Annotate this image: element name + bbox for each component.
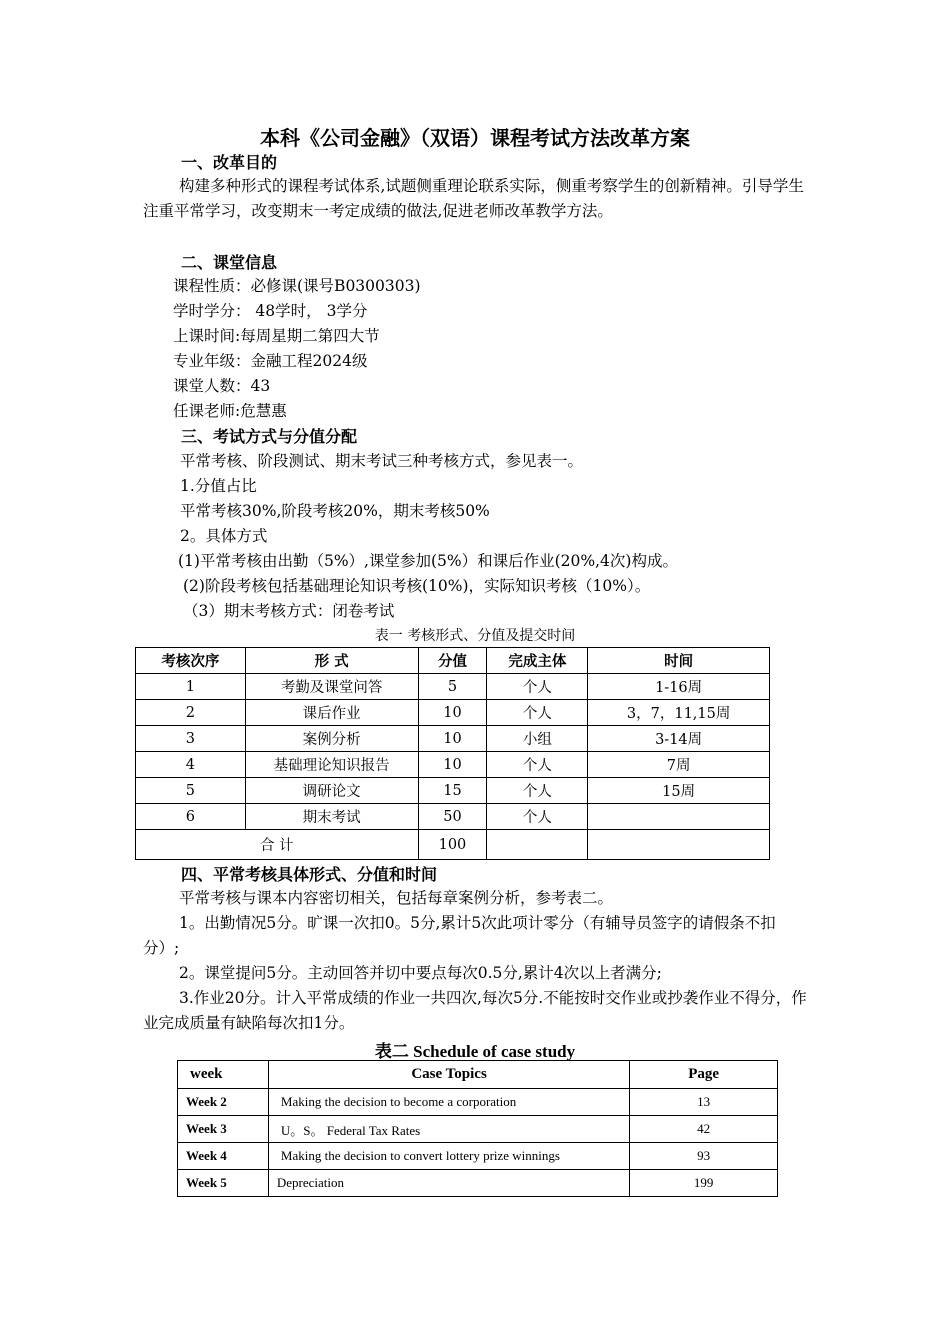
table-row (136, 674, 770, 700)
section-3-heading: 三、考试方式与分值分配 (181, 427, 358, 446)
table-row (178, 1089, 778, 1116)
table-row (136, 726, 770, 752)
table-cell: 个人 (487, 804, 588, 830)
table-cell: 15周 (588, 778, 770, 804)
table-cell: 6 (136, 804, 246, 830)
class-time: 上课时间:每周星期二第四大节 (173, 327, 380, 345)
column-header: 形 式 (245, 648, 418, 674)
section-2-heading: 二、课堂信息 (181, 253, 278, 272)
table-cell: 个人 (487, 674, 588, 700)
table-cell: 42 (630, 1116, 778, 1143)
table-cell: Making the decision to become a corporation (268, 1089, 629, 1116)
table-cell: 13 (630, 1089, 778, 1116)
table-cell: 调研论文 (245, 778, 418, 804)
table-cell: 个人 (487, 778, 588, 804)
section-1-text: 构建多种形式的课程考试体系,试题侧重理论联系实际，侧重考察学生的创新精神。引导学生注重平常学习，改变期末一考定成绩的做法,促进老师改革教学方法。 (143, 177, 804, 220)
table-cell: 5 (136, 778, 246, 804)
column-header: 时间 (588, 648, 770, 674)
table-header-row (178, 1061, 778, 1089)
table-row (178, 1143, 778, 1170)
section-3-line: 平常考核、阶段测试、期末考试三种考核方式，参见表一。 (180, 452, 584, 470)
table-cell: 7周 (588, 752, 770, 778)
major-grade: 专业年级：金融工程2024级 (173, 352, 368, 370)
table-1-caption: 表一 考核形式、分值及提交时间 (374, 628, 576, 644)
section-1-heading: 一、改革目的 (181, 153, 278, 172)
table-total-row (136, 830, 770, 860)
table-cell: Making the decision to convert lottery prize winnings (268, 1143, 629, 1170)
column-header: Case Topics (268, 1061, 629, 1089)
table-2-caption: 表二 Schedule of case study (374, 1042, 576, 1061)
table-cell: 10 (418, 752, 487, 778)
table-cell: 4 (136, 752, 246, 778)
section-3-line: （3）期末考核方式：闭卷考试 (183, 602, 395, 620)
table-cell: Week 3 (178, 1116, 269, 1143)
table-row (178, 1116, 778, 1143)
table-cell: 课后作业 (245, 700, 418, 726)
table-row (178, 1170, 778, 1197)
column-header: week (178, 1061, 269, 1089)
table-cell: 个人 (487, 752, 588, 778)
column-header: 分值 (418, 648, 487, 674)
case-study-table (177, 1060, 778, 1197)
assessment-table (135, 647, 770, 860)
column-header: 完成主体 (487, 648, 588, 674)
section-3-line: 2。具体方式 (180, 527, 268, 545)
table-cell: 考勤及课堂问答 (245, 674, 418, 700)
table-cell: 3 (136, 726, 246, 752)
table-cell: 93 (630, 1143, 778, 1170)
section-4-para: 平常考核与课本内容密切相关，包括每章案例分析，参考表二。 (179, 889, 614, 907)
column-header: 考核次序 (136, 648, 246, 674)
section-4-para: 3.作业20分。计入平常成绩的作业一共四次,每次5分.不能按时交作业或抄袭作业不得分，作业完成质量有缺陷每次扣1分。 (143, 989, 807, 1032)
table-cell: 案例分析 (245, 726, 418, 752)
table-cell: 2 (136, 700, 246, 726)
table-cell: Week 2 (178, 1089, 269, 1116)
total-label: 合 计 (136, 830, 419, 860)
table-cell: 1-16周 (588, 674, 770, 700)
section-3-line: 1.分值占比 (180, 477, 257, 495)
table-cell: 15 (418, 778, 487, 804)
table-row (136, 700, 770, 726)
section-4-para: 2。课堂提问5分。主动回答并切中要点每次0.5分,累计4次以上者满分; (179, 964, 662, 982)
table-cell: 基础理论知识报告 (245, 752, 418, 778)
instructor: 任课老师:危慧惠 (173, 402, 287, 420)
table-cell: 3，7，11,15周 (588, 700, 770, 726)
table-cell: 10 (418, 700, 487, 726)
table-cell: Week 4 (178, 1143, 269, 1170)
table-row (136, 804, 770, 830)
table-cell (588, 804, 770, 830)
table-cell: 1 (136, 674, 246, 700)
table-cell: Depreciation (268, 1170, 629, 1197)
table-cell: 3-14周 (588, 726, 770, 752)
class-size: 课堂人数：43 (173, 377, 271, 395)
table-cell: 5 (418, 674, 487, 700)
table-cell: U。S。 Federal Tax Rates (268, 1116, 629, 1143)
section-3-line: (1)平常考核由出勤（5%）,课堂参加(5%）和课后作业(20%,4次)构成。 (178, 552, 678, 570)
column-header: Page (630, 1061, 778, 1089)
table-cell: 199 (630, 1170, 778, 1197)
course-type: 课程性质：必修课(课号B0300303) (173, 277, 421, 295)
table-row (136, 778, 770, 804)
total-value: 100 (418, 830, 487, 860)
document-title: 本科《公司金融》（双语）课程考试方法改革方案 (260, 126, 690, 150)
section-3-line: 平常考核30%,阶段考核20%，期末考核50% (180, 502, 490, 520)
section-3-line: (2)阶段考核包括基础理论知识考核(10%)，实际知识考核（10%）。 (183, 577, 651, 595)
table-cell (487, 830, 588, 860)
section-4-heading: 四、平常考核具体形式、分值和时间 (181, 865, 438, 884)
table-header-row (136, 648, 770, 674)
table-cell: 50 (418, 804, 487, 830)
table-cell (588, 830, 770, 860)
section-4-para: 1。出勤情况5分。旷课一次扣0。5分,累计5次此项计零分（有辅导员签字的请假条不扣分）; (143, 914, 776, 957)
table-cell: 10 (418, 726, 487, 752)
table-cell: Week 5 (178, 1170, 269, 1197)
course-hours-credits: 学时学分： 48学时， 3学分 (173, 302, 368, 320)
table-cell: 个人 (487, 700, 588, 726)
table-cell: 小组 (487, 726, 588, 752)
table-cell: 期末考试 (245, 804, 418, 830)
table-row (136, 752, 770, 778)
